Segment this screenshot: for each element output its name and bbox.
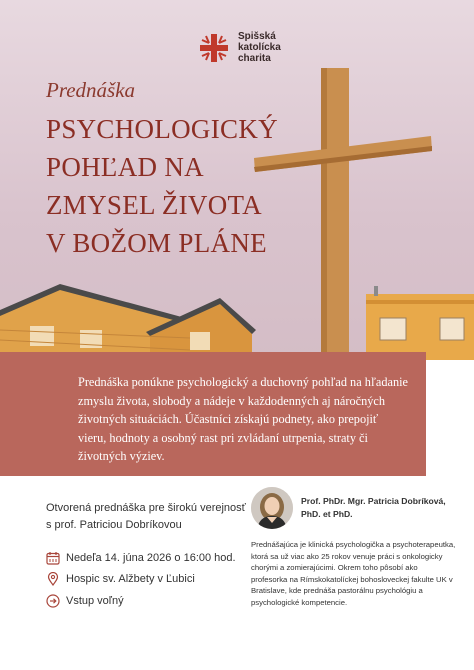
subtitle: Prednáška xyxy=(46,78,136,102)
entry-row xyxy=(46,594,124,608)
place-row xyxy=(46,572,195,586)
intro-text: Otvorená prednáška pre širokú verejnosť s prof. Patriciou Dobríkovou xyxy=(46,502,246,531)
page-title xyxy=(46,110,296,262)
logo-line-1: Spišská xyxy=(238,31,276,42)
title-line-2: POHĽAD NA xyxy=(46,152,204,182)
event-date: Nedeľa 14. júna 2026 o 16:00 hod. xyxy=(66,552,236,564)
location-pin-icon xyxy=(46,572,60,586)
right-building xyxy=(366,286,474,360)
arrow-circle-icon xyxy=(46,594,60,608)
left-building xyxy=(0,284,256,360)
event-entry: Vstup voľný xyxy=(66,595,124,607)
calendar-icon xyxy=(46,551,60,565)
speaker-photo xyxy=(251,487,293,529)
logo-line-3: charita xyxy=(238,53,271,64)
title-line-1: PSYCHOLOGICKÝ xyxy=(46,114,278,144)
caritas-cross-icon xyxy=(198,32,230,64)
speaker-bio: Prednášajúca je klinická psychologička a psychoterapeutka, ktorá sa už viac ako 25 rokov venuje práci s onkologicky chorými a zomierajúcimi. Okrem toho pôsobí ako profesorka na Rímskokatolíckej bohosloveckej fakulte UK v Bratislave, kde prednáša pastorálnu psychológiu a psychologické kompetencie. xyxy=(251,540,456,607)
logo-text xyxy=(238,31,281,64)
logo-line-2: katolícka xyxy=(238,42,281,53)
date-row xyxy=(46,551,236,565)
speaker-name: Prof. PhDr. Mgr. Patricia Dobríková, PhD. et PhD. xyxy=(301,496,446,519)
charity-logo xyxy=(198,31,281,64)
title-line-4: V BOŽOM PLÁNE xyxy=(46,228,267,258)
description-text: Prednáška ponúkne psychologický a duchovný pohľad na hľadanie zmyslu života, slobody a nádeje v každodenných aj náročných životných situáciách. Účastníci získajú podnety, ako prepojiť vieru, hodnoty a osobný rast pri zvládaní utrpenia, straty či životných výziev. xyxy=(78,375,408,464)
speaker-avatar xyxy=(251,487,293,529)
event-place: Hospic sv. Alžbety v Ľubici xyxy=(66,573,195,585)
title-line-3: ZMYSEL ŽIVOTA xyxy=(46,190,262,220)
